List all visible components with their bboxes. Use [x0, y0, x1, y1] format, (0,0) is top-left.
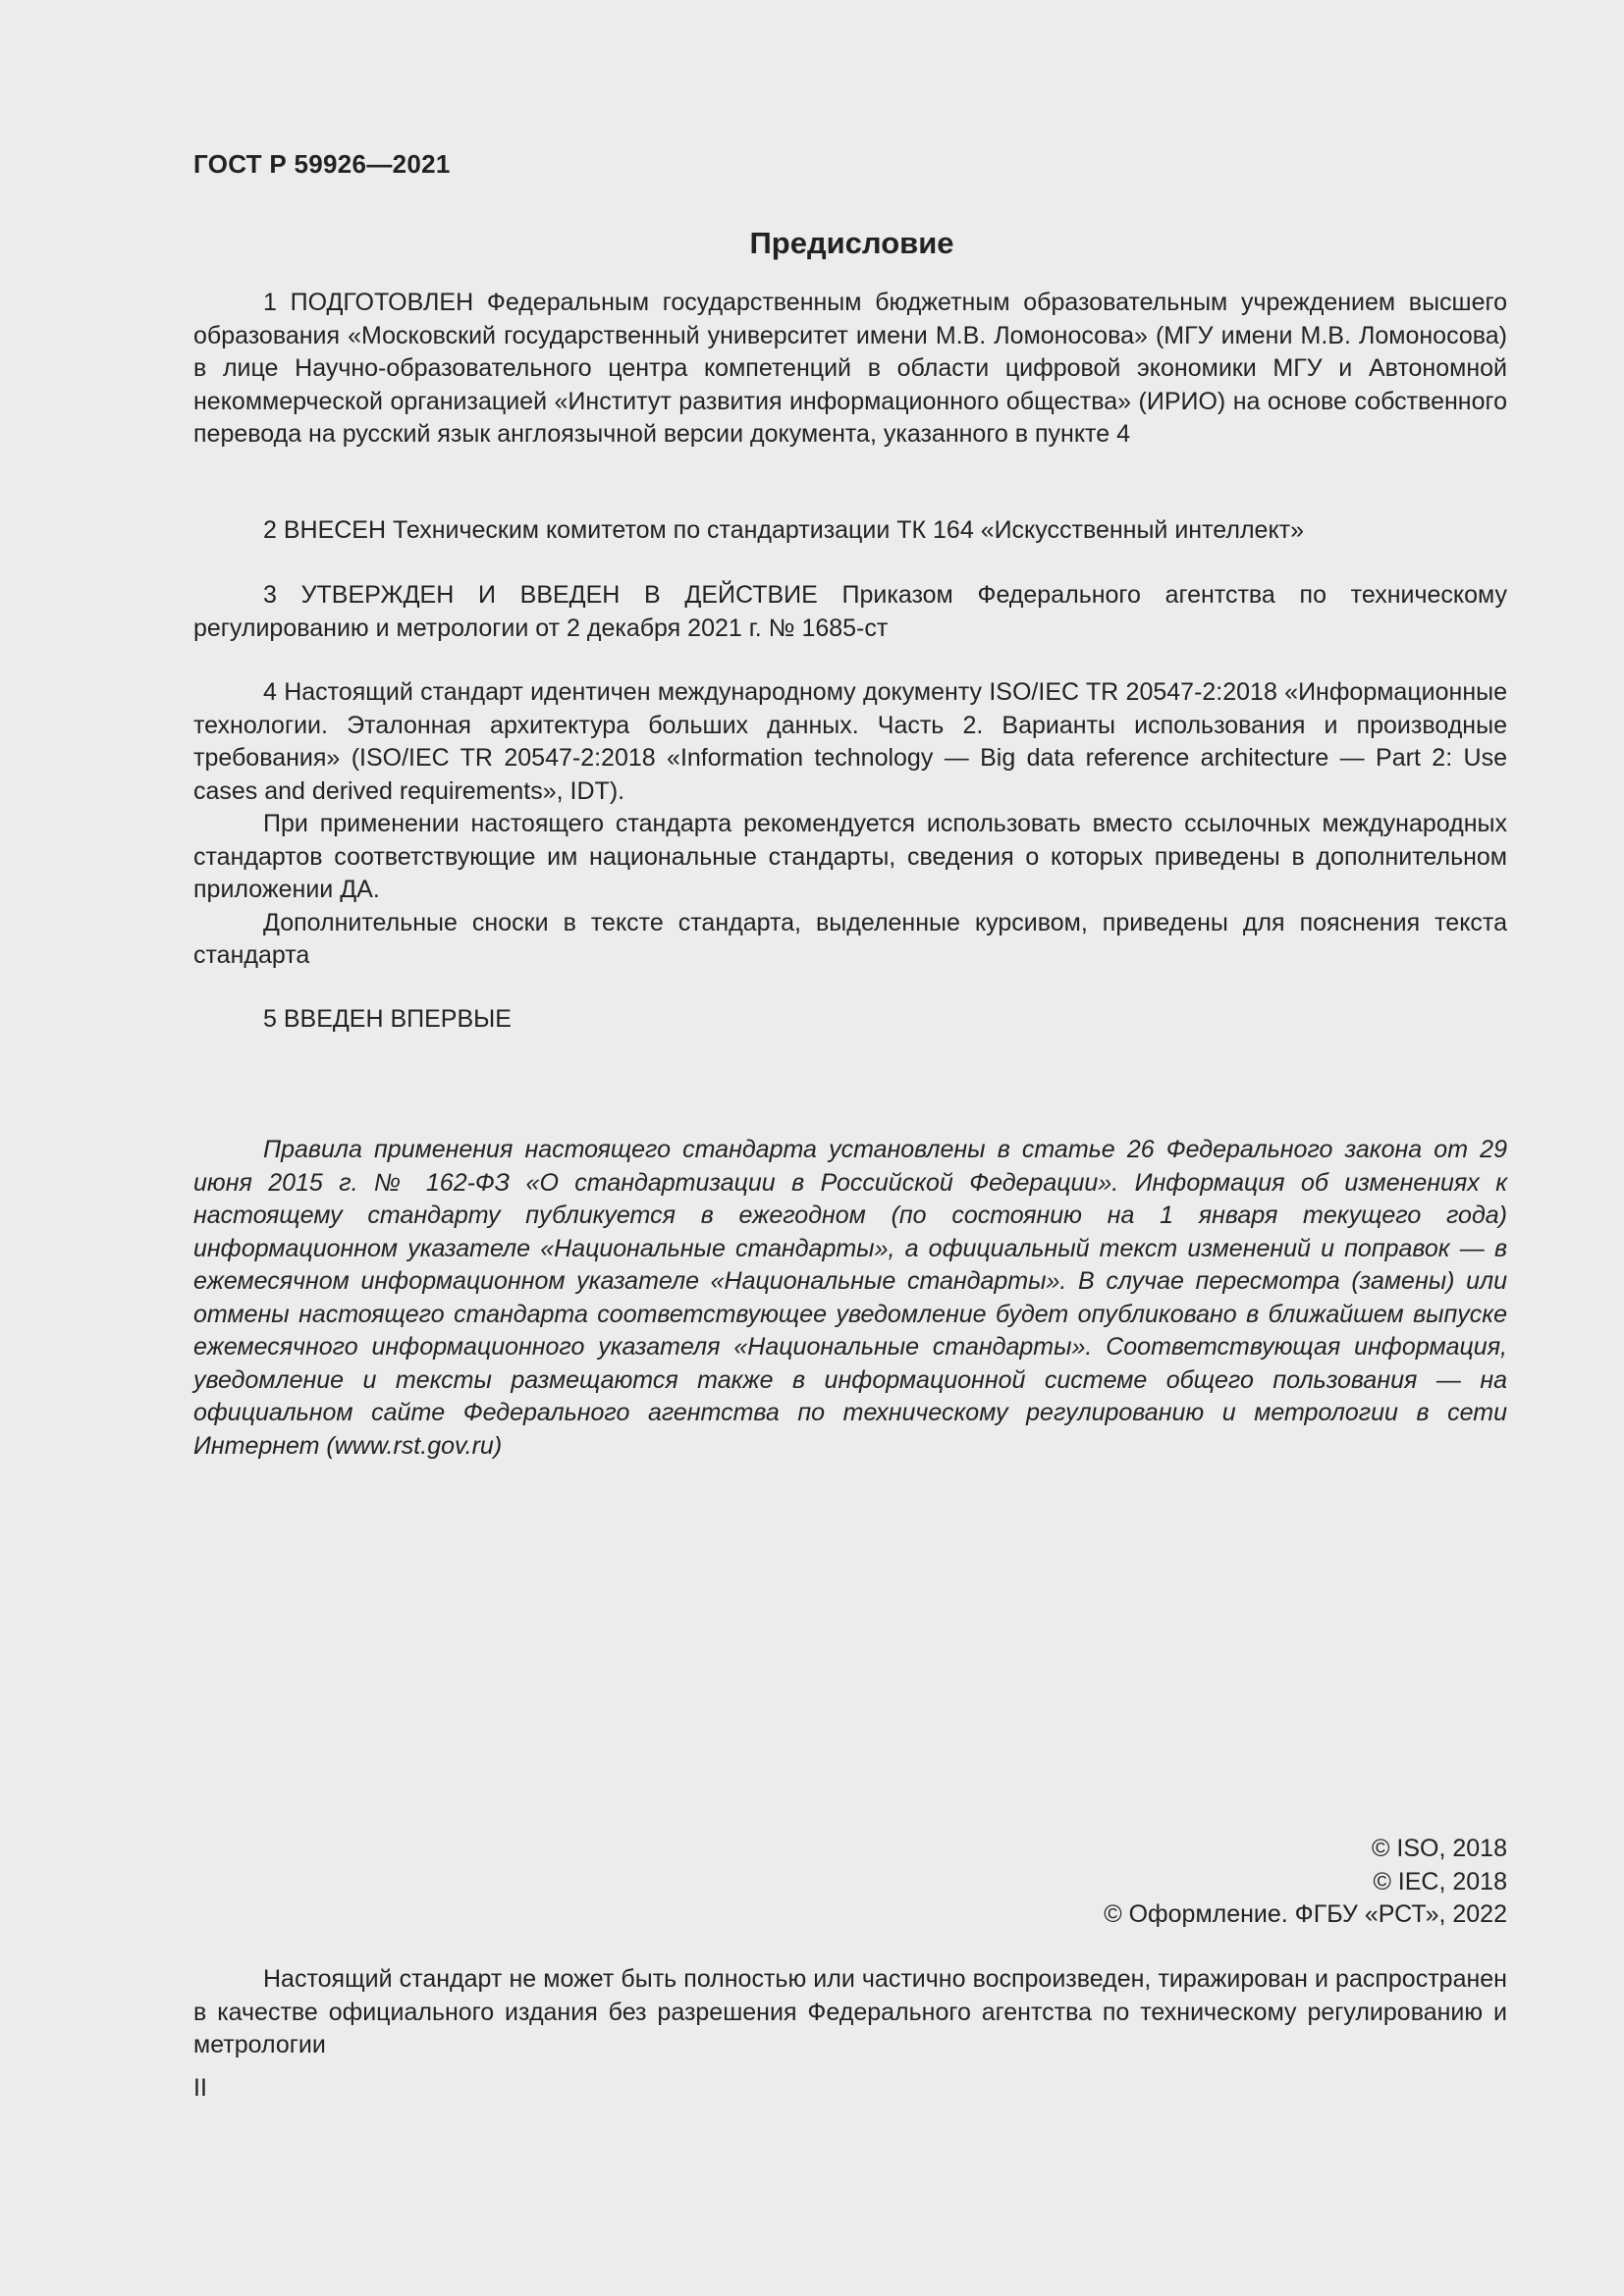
section-3	[193, 579, 1507, 645]
section-1-text: 1 ПОДГОТОВЛЕН Федеральным государственным бюджетным образовательным учреждением высшего образования «Московский государственный университет имени М.В. Ломоносова» (МГУ имени М.В. Ломоносова) в лице Научно-образовательного центра компетенций в области цифровой экономики МГУ и Автономной некоммерческой организацией «Институт развития информационного общества» (ИРИО) на основе собственного перевода на русский язык англоязычной версии документа, указанного в пункте 4	[193, 289, 1507, 448]
section-5	[193, 1003, 1507, 1037]
document-identifier: ГОСТ Р 59926—2021	[193, 149, 451, 179]
section-4-paragraph-2: При применении настоящего стандарта рекомендуется использовать вместо ссылочных международных стандартов соответствующие им национальные стандарты, сведения о которых приведены в дополнительном приложении ДА.	[193, 810, 1507, 903]
section-5-text: 5 ВВЕДЕН ВПЕРВЫЕ	[263, 1005, 512, 1033]
application-rules-text: Правила применения настоящего стандарта установлены в статье 26 Федерального закона от 29 июня 2015 г. № 162-ФЗ «О стандартизации в Российской Федерации». Информация об изменениях к настоящему стандарту публикуется в ежегодном (по состоянию на 1 января текущего года) информационном указателе «Национальные стандарты», а официальный текст изменений и поправок — в ежемесячном информационном указателе «Национальные стандарты». В случае пересмотра (замены) или отмены настоящего стандарта соответствующее уведомление будет опубликовано в ближайшем выпуске ежемесячного информационного указателя «Национальные стандарты». Соответствующая информация, уведомление и тексты размещаются также в информационной системе общего пользования — на официальном сайте Федерального агентства по техническому регулированию и метрологии в сети Интернет (www.rst.gov.ru)	[193, 1136, 1507, 1460]
section-1	[193, 287, 1507, 452]
copyright-design: © Оформление. ФГБУ «РСТ», 2022	[1104, 1900, 1507, 1928]
section-3-text: 3 УТВЕРЖДЕН И ВВЕДЕН В ДЕЙСТВИЕ Приказом Федерального агентства по техническому регулированию и метрологии от 2 декабря 2021 г. № 1685-ст	[193, 581, 1507, 642]
section-2-text: 2 ВНЕСЕН Техническим комитетом по стандартизации ТК 164 «Искусственный интеллект»	[263, 516, 1305, 544]
application-rules-note	[193, 1134, 1507, 1463]
section-4-paragraph-3: Дополнительные сноски в тексте стандарта, выделенные курсивом, приведены для пояснения текста стандарта	[193, 908, 1507, 969]
copyright-iso: © ISO, 2018	[1372, 1835, 1507, 1862]
page-title: Предисловие	[749, 226, 954, 260]
section-4-paragraph-1: 4 Настоящий стандарт идентичен международному документу ISO/IEC TR 20547-2:2018 «Информационные технологии. Эталонная архитектура больших данных. Часть 2. Варианты использования и производные требования» (ISO/IEC TR 20547-2:2018 «Information technology — Big data reference architecture — Part 2: Use cases and derived requirements», IDT).	[193, 678, 1507, 805]
copyright-block	[193, 1833, 1507, 1932]
reproduction-restriction	[193, 1963, 1507, 2062]
section-2	[193, 514, 1507, 548]
section-4	[193, 676, 1507, 973]
reproduction-restriction-text: Настоящий стандарт не может быть полностью или частично воспроизведен, тиражирован и распространен в качестве официального издания без разрешения Федерального агентства по техническому регулированию и метрологии	[193, 1965, 1507, 2058]
copyright-iec: © IEC, 2018	[1373, 1867, 1507, 1896]
page-number: II	[193, 2074, 207, 2102]
